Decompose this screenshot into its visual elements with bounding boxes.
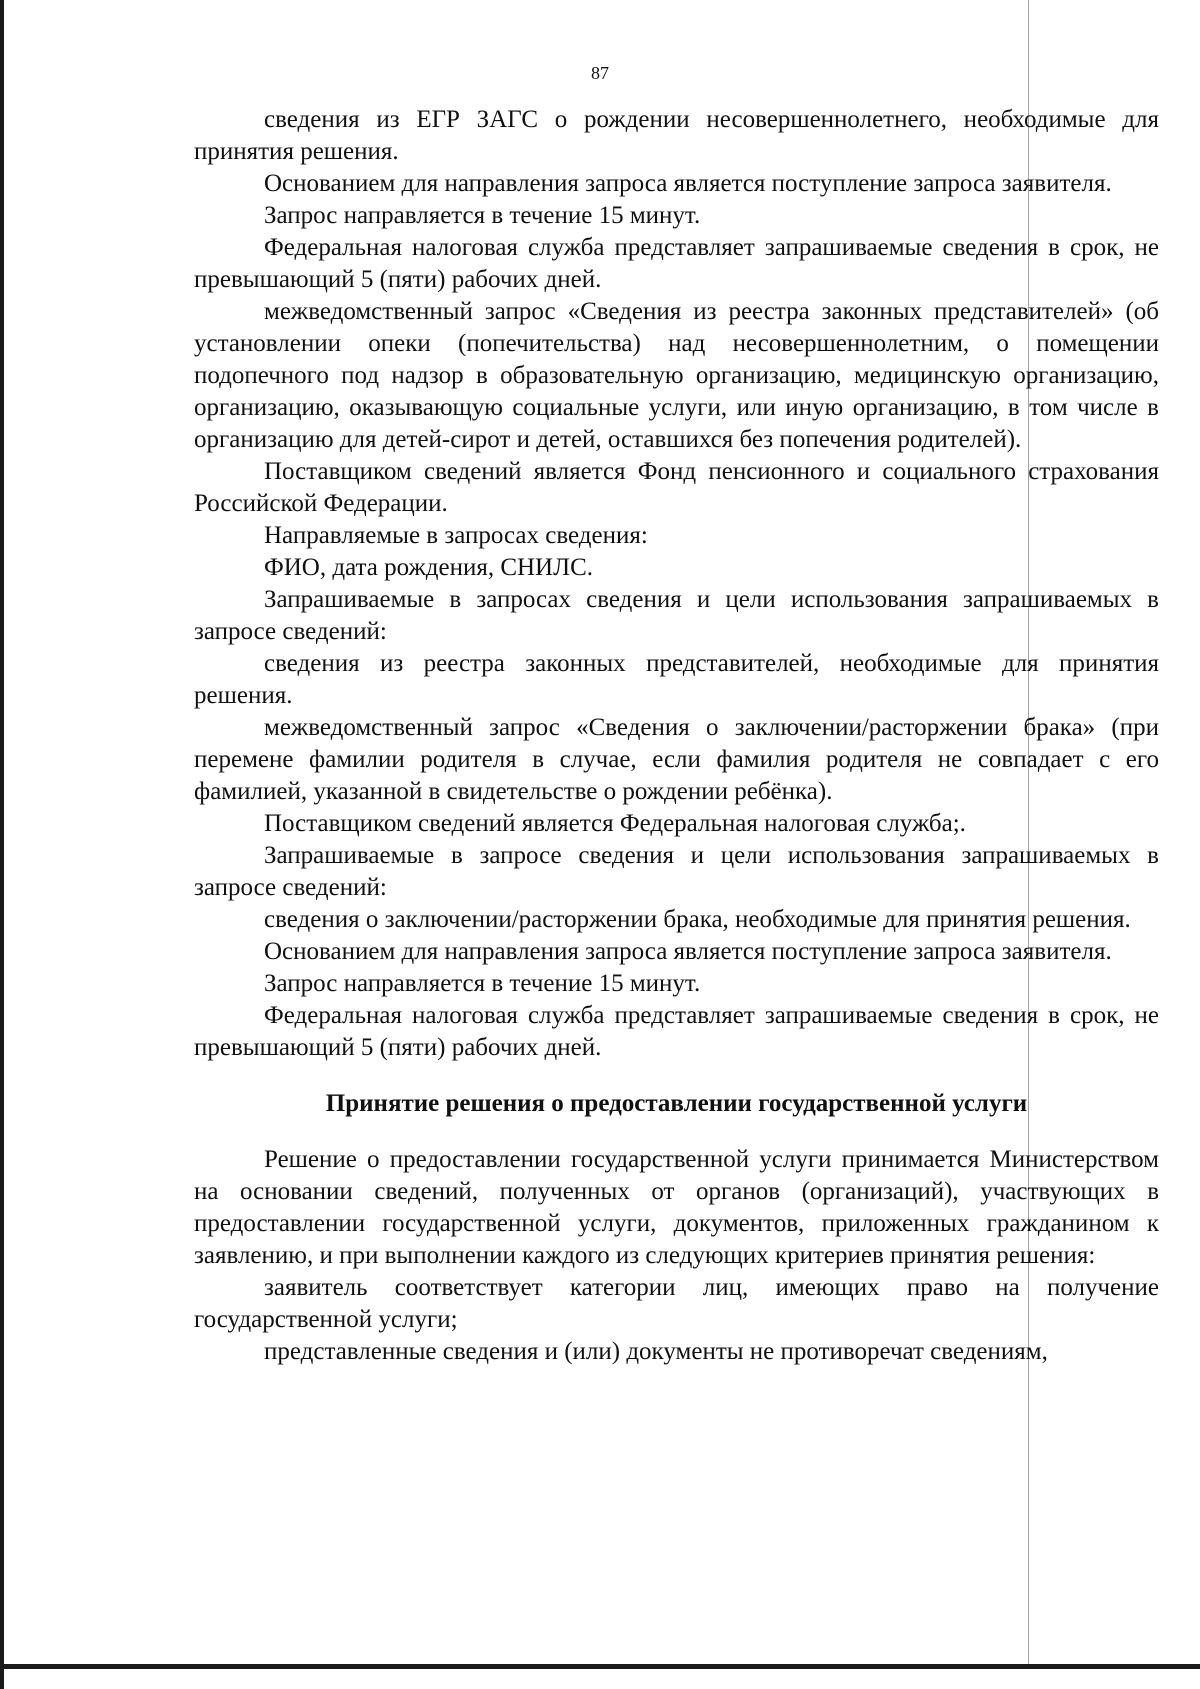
paragraph-sent-info-label: Направляемые в запросах сведения: (264, 522, 648, 549)
document-body (194, 104, 1159, 1368)
paragraph-request-basis-1: Основанием для направления запроса является поступление запроса заявителя. (264, 170, 1112, 197)
paragraph-request-basis-2: Основанием для направления запроса является поступление запроса заявителя. (264, 938, 1112, 965)
paragraph-marriage-info: сведения о заключении/расторжении брака, необходимые для принятия решения. (264, 906, 1131, 933)
paragraph-guardians-registry-info: сведения из реестра законных представителей, необходимые для принятия решения. (194, 650, 1159, 709)
scan-bottom-border (0, 1664, 1200, 1669)
paragraph-marriage-request: межведомственный запрос «Сведения о заключении/расторжении брака» (при перемене фамилии родителя в случае, если фамилия родителя не совпадает с его фамилией, указанной в свидетельстве о рождении ребёнка). (194, 714, 1159, 805)
paragraph-tax-service-term-1: Федеральная налоговая служба представляет запрашиваемые сведения в срок, не превышающий 5 (пяти) рабочих дней. (194, 234, 1159, 293)
scan-left-border (0, 0, 4, 1689)
section-heading: Принятие решения о предоставлении государственной услуги (325, 1090, 1028, 1117)
paragraph-criterion-no-contradiction: представленные сведения и (или) документы не противоречат сведениям, (264, 1338, 1048, 1365)
paragraph-requested-info-label-2: Запрашиваемые в запросе сведения и цели использования запрашиваемых в запросе сведений: (194, 842, 1159, 901)
paragraph-tax-service-term-2: Федеральная налоговая служба представляет запрашиваемые сведения в срок, не превышающий 5 (пяти) рабочих дней. (194, 1002, 1159, 1061)
paragraph-guardians-registry-request: межведомственный запрос «Сведения из реестра законных представителей» (об установлении опеки (попечительства) над несовершеннолетним, о помещении подопечного под надзор в образовательную организацию, медицинскую организацию, организацию, оказывающую социальные услуги, или иную организацию, в том числе в организацию для детей-сирот и детей, оставшихся без попечения родителей). (194, 298, 1159, 453)
paragraph-tax-service-provider: Поставщиком сведений является Федеральная налоговая служба;. (264, 810, 966, 837)
paragraph-request-time-1: Запрос направляется в течение 15 минут. (264, 202, 701, 229)
paragraph-pension-fund-provider: Поставщиком сведений является Фонд пенсионного и социального страхования Российской Федерации. (194, 458, 1159, 517)
paragraph-request-time-2: Запрос направляется в течение 15 минут. (264, 970, 701, 997)
paragraph-requested-info-label-1: Запрашиваемые в запросах сведения и цели использования запрашиваемых в запросе сведений: (194, 586, 1159, 645)
paragraph-criterion-category: заявитель соответствует категории лиц, имеющих право на получение государственной услуги; (194, 1274, 1159, 1333)
page-number: 87 (591, 63, 609, 83)
paragraph-egr-zags-info: сведения из ЕГР ЗАГС о рождении несовершеннолетнего, необходимые для принятия решения. (194, 106, 1159, 165)
paragraph-decision-basis: Решение о предоставлении государственной услуги принимается Министерством на основании сведений, полученных от органов (организаций), участвующих в предоставлении государственной услуги, документов, приложенных гражданином к заявлению, и при выполнении каждого из следующих критериев принятия решения: (194, 1146, 1159, 1269)
paragraph-sent-info-fields: ФИО, дата рождения, СНИЛС. (264, 554, 593, 581)
